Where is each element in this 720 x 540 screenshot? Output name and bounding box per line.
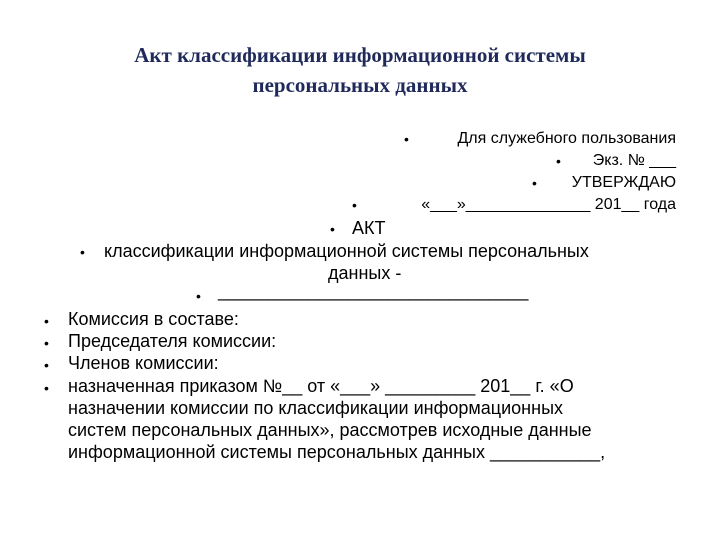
bullet-icon: • [196,288,201,304]
akt-heading: АКТ [352,218,386,238]
header-line-approve: УТВЕРЖДАЮ [571,174,676,191]
header-line-copy-number: Экз. № ___ [592,152,676,169]
document-title [0,40,720,100]
akt-subtitle-line-1: классификации информационной системы персональных [104,241,589,261]
item-members: Членов комиссии: [68,353,219,373]
bullet-icon: • [44,313,49,329]
item-order-line-1: назначенная приказом №__ от «___» _________ 201__ г. «О [68,376,574,396]
blank-field-line: _______________________________ [218,281,529,301]
bullet-icon: • [352,197,357,213]
title-line-2: персональных данных [252,73,468,97]
item-chairman: Председателя комиссии: [68,331,277,351]
bullet-icon: • [556,153,561,169]
bullet-icon: • [44,357,49,373]
item-order-line-2: назначении комиссии по классификации информационных [68,398,563,418]
item-commission: Комиссия в составе: [68,309,239,329]
item-order-line-3: систем персональных данных», рассмотрев исходные данные [68,420,592,440]
bullet-icon: • [80,244,85,260]
header-line-date: «___»______________ 201__ года [421,196,676,213]
header-line-confidential: Для служебного пользования [457,130,676,147]
title-line-1: Акт классификации информационной системы [134,43,586,67]
bullet-icon: • [330,221,335,237]
bullet-icon: • [532,175,537,191]
akt-subtitle-line-2: данных - [328,263,402,283]
item-order-line-4: информационной системы персональных данных ___________, [68,442,606,462]
bullet-icon: • [44,380,49,396]
bullet-icon: • [404,131,409,147]
bullet-icon: • [44,335,49,351]
